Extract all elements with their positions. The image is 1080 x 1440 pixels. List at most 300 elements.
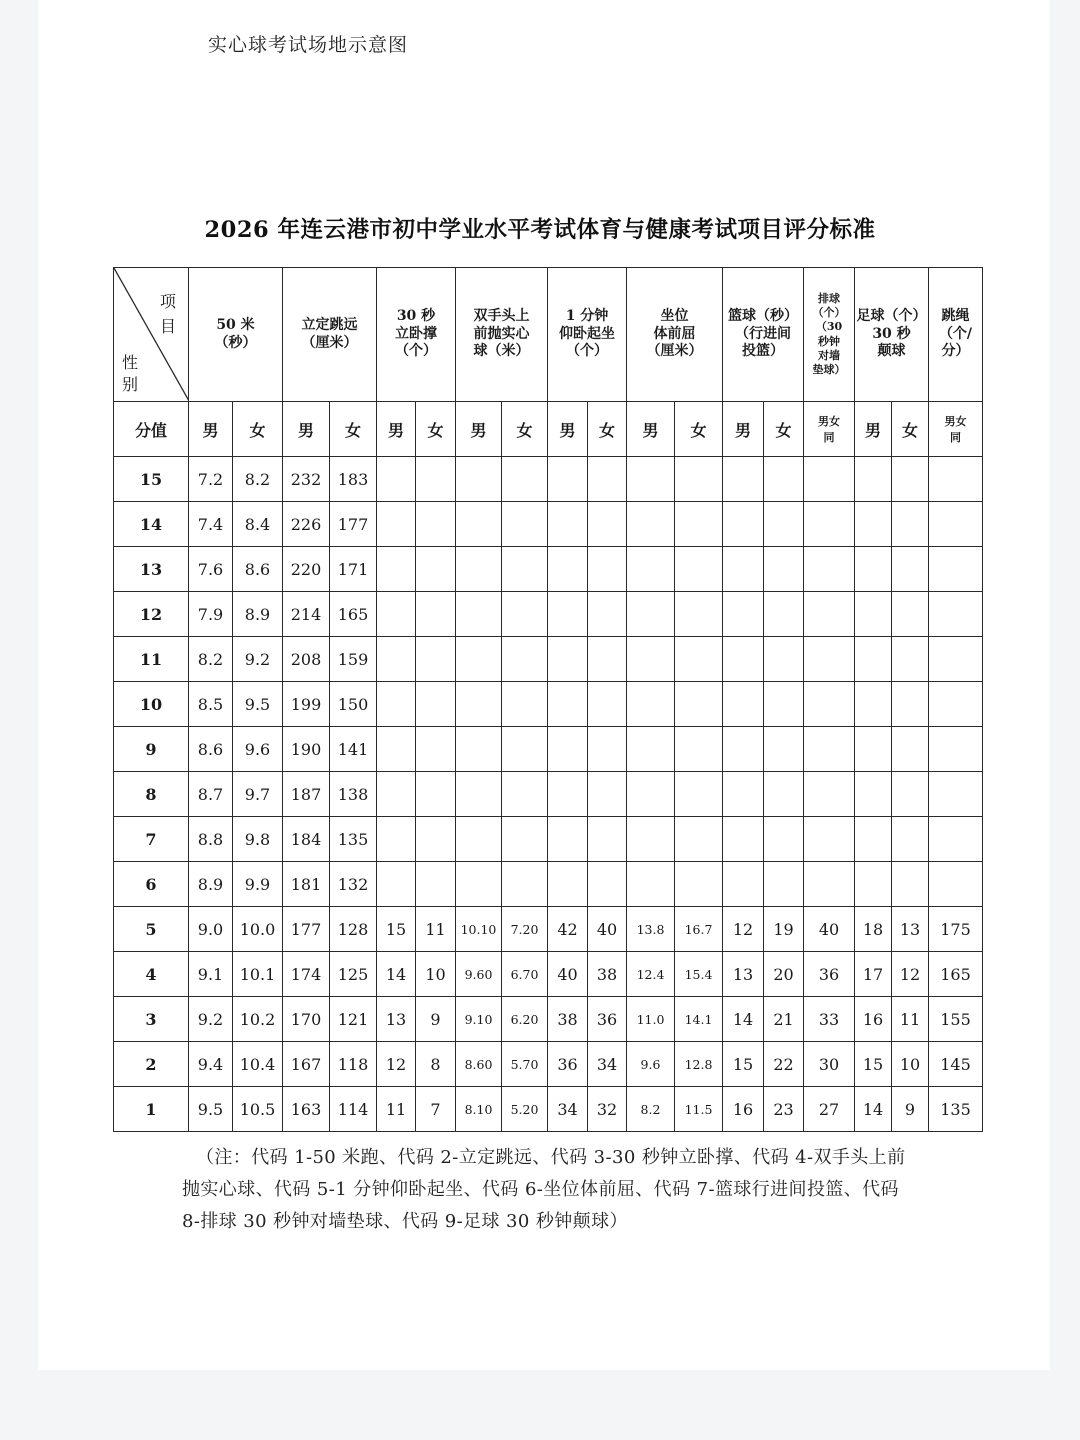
- table-cell: 9.2: [189, 997, 233, 1042]
- table-cell: [627, 637, 675, 682]
- table-cell: 18: [855, 907, 892, 952]
- table-cell: 208: [283, 637, 330, 682]
- table-cell: 9.5: [233, 682, 283, 727]
- table-cell: [377, 637, 416, 682]
- item-label: 项 目: [160, 292, 177, 336]
- female-header: 女: [330, 402, 377, 457]
- table-cell: 10.1: [233, 952, 283, 997]
- male-header: 男: [456, 402, 502, 457]
- table-cell: [892, 727, 929, 772]
- table-cell: 114: [330, 1087, 377, 1132]
- table-cell: [723, 457, 764, 502]
- table-cell: [723, 547, 764, 592]
- table-cell: 42: [548, 907, 588, 952]
- table-cell: [502, 637, 548, 682]
- subheader-row: [114, 402, 983, 457]
- table-cell: [416, 592, 456, 637]
- table-row: [114, 502, 983, 547]
- table-row: [114, 952, 983, 997]
- female-header: 女: [502, 402, 548, 457]
- table-row: [114, 1042, 983, 1087]
- table-cell: 141: [330, 727, 377, 772]
- table-row: [114, 727, 983, 772]
- score-cell: 13: [114, 547, 189, 592]
- table-cell: 226: [283, 502, 330, 547]
- table-cell: [855, 457, 892, 502]
- table-cell: 8.7: [189, 772, 233, 817]
- table-cell: [675, 862, 723, 907]
- table-cell: [675, 682, 723, 727]
- table-cell: [892, 502, 929, 547]
- table-row: [114, 997, 983, 1042]
- table-cell: [804, 502, 855, 547]
- table-cell: 7.2: [189, 457, 233, 502]
- diagonal-header-cell: [114, 268, 189, 402]
- table-cell: 15: [377, 907, 416, 952]
- table-cell: 155: [929, 997, 983, 1042]
- table-cell: 14: [377, 952, 416, 997]
- table-cell: [804, 457, 855, 502]
- table-cell: [723, 727, 764, 772]
- table-cell: 135: [929, 1087, 983, 1132]
- table-cell: 9.7: [233, 772, 283, 817]
- table-cell: [377, 457, 416, 502]
- table-row: [114, 682, 983, 727]
- table-cell: [416, 817, 456, 862]
- table-cell: [627, 772, 675, 817]
- table-cell: [627, 817, 675, 862]
- table-cell: [764, 817, 804, 862]
- table-cell: 165: [330, 592, 377, 637]
- table-cell: 8.5: [189, 682, 233, 727]
- table-cell: 8.2: [233, 457, 283, 502]
- score-cell: 5: [114, 907, 189, 952]
- table-cell: [892, 592, 929, 637]
- table-cell: [804, 682, 855, 727]
- table-row: [114, 862, 983, 907]
- table-cell: [723, 772, 764, 817]
- table-cell: 13: [723, 952, 764, 997]
- table-cell: 9.5: [189, 1087, 233, 1132]
- table-cell: [804, 547, 855, 592]
- table-cell: 199: [283, 682, 330, 727]
- table-cell: [764, 637, 804, 682]
- table-cell: [627, 502, 675, 547]
- table-cell: 159: [330, 637, 377, 682]
- table-cell: [855, 727, 892, 772]
- table-cell: 8.2: [627, 1087, 675, 1132]
- table-cell: [548, 727, 588, 772]
- table-cell: [627, 727, 675, 772]
- table-cell: [929, 682, 983, 727]
- table-cell: 15.4: [675, 952, 723, 997]
- table-cell: [675, 502, 723, 547]
- table-cell: 232: [283, 457, 330, 502]
- item-header: 50 米 （秒）: [189, 268, 283, 402]
- male-header: 男: [548, 402, 588, 457]
- table-cell: 135: [330, 817, 377, 862]
- table-cell: 32: [588, 1087, 627, 1132]
- item-header: 跳绳 （个/ 分）: [929, 268, 983, 402]
- table-cell: 8: [416, 1042, 456, 1087]
- table-cell: [416, 502, 456, 547]
- male-header: 男: [189, 402, 233, 457]
- table-cell: 14: [723, 997, 764, 1042]
- score-cell: 12: [114, 592, 189, 637]
- item-header: 1 分钟 仰卧起坐 （个）: [548, 268, 627, 402]
- table-cell: [675, 727, 723, 772]
- table-cell: [377, 502, 416, 547]
- table-cell: [456, 502, 502, 547]
- male-header: 男: [627, 402, 675, 457]
- female-header: 女: [764, 402, 804, 457]
- table-cell: 6.20: [502, 997, 548, 1042]
- table-cell: 10.0: [233, 907, 283, 952]
- table-row: [114, 772, 983, 817]
- table-cell: 36: [804, 952, 855, 997]
- table-cell: 16: [855, 997, 892, 1042]
- table-cell: [627, 682, 675, 727]
- table-cell: 145: [929, 1042, 983, 1087]
- top-caption: 实心球考试场地示意图: [208, 34, 409, 56]
- table-cell: 5.20: [502, 1087, 548, 1132]
- table-cell: 167: [283, 1042, 330, 1087]
- table-row: [114, 457, 983, 502]
- table-cell: 9.60: [456, 952, 502, 997]
- table-cell: [929, 817, 983, 862]
- table-cell: 15: [855, 1042, 892, 1087]
- table-cell: 40: [588, 907, 627, 952]
- table-row: [114, 637, 983, 682]
- both-gender-header: 男女 同: [929, 402, 983, 457]
- table-cell: [723, 862, 764, 907]
- table-row: [114, 1087, 983, 1132]
- table-cell: [502, 547, 548, 592]
- table-cell: [804, 727, 855, 772]
- table-cell: [855, 502, 892, 547]
- table-cell: [675, 637, 723, 682]
- table-cell: [416, 727, 456, 772]
- score-cell: 4: [114, 952, 189, 997]
- table-cell: 11.5: [675, 1087, 723, 1132]
- table-cell: 121: [330, 997, 377, 1042]
- table-cell: [548, 457, 588, 502]
- table-cell: [764, 772, 804, 817]
- table-cell: 132: [330, 862, 377, 907]
- table-cell: 8.6: [233, 547, 283, 592]
- table-cell: [416, 682, 456, 727]
- table-cell: [855, 772, 892, 817]
- table-cell: 7.20: [502, 907, 548, 952]
- table-cell: 9.10: [456, 997, 502, 1042]
- table-cell: [456, 457, 502, 502]
- table-cell: [929, 502, 983, 547]
- table-cell: [855, 547, 892, 592]
- table-cell: [723, 817, 764, 862]
- table-cell: [804, 637, 855, 682]
- table-cell: [456, 682, 502, 727]
- score-cell: 6: [114, 862, 189, 907]
- table-cell: [855, 592, 892, 637]
- table-cell: [377, 547, 416, 592]
- table-cell: 12: [723, 907, 764, 952]
- table-cell: [764, 727, 804, 772]
- table-cell: [548, 502, 588, 547]
- score-cell: 8: [114, 772, 189, 817]
- table-cell: [627, 457, 675, 502]
- table-cell: [548, 682, 588, 727]
- table-cell: [377, 592, 416, 637]
- table-cell: [892, 682, 929, 727]
- table-cell: 10.4: [233, 1042, 283, 1087]
- table-cell: 9.4: [189, 1042, 233, 1087]
- table-cell: 19: [764, 907, 804, 952]
- score-cell: 15: [114, 457, 189, 502]
- table-cell: 10.10: [456, 907, 502, 952]
- table-cell: 21: [764, 997, 804, 1042]
- table-cell: 8.8: [189, 817, 233, 862]
- table-cell: 8.60: [456, 1042, 502, 1087]
- table-cell: [456, 862, 502, 907]
- table-cell: 8.9: [233, 592, 283, 637]
- table-cell: 8.2: [189, 637, 233, 682]
- score-cell: 1: [114, 1087, 189, 1132]
- table-cell: [588, 592, 627, 637]
- table-cell: [456, 817, 502, 862]
- table-cell: 150: [330, 682, 377, 727]
- item-header: 坐位 体前屈 （厘米）: [627, 268, 723, 402]
- table-cell: [929, 457, 983, 502]
- table-cell: [764, 682, 804, 727]
- table-cell: 12.4: [627, 952, 675, 997]
- table-cell: [627, 862, 675, 907]
- table-cell: 165: [929, 952, 983, 997]
- table-cell: 14.1: [675, 997, 723, 1042]
- table-cell: 170: [283, 997, 330, 1042]
- table-cell: 34: [548, 1087, 588, 1132]
- table-cell: 17: [855, 952, 892, 997]
- item-header: 排球 （个） （30 秒钟 对墙 垫球）: [804, 268, 855, 402]
- female-header: 女: [892, 402, 929, 457]
- table-cell: [855, 682, 892, 727]
- table-cell: [675, 547, 723, 592]
- table-cell: 9: [892, 1087, 929, 1132]
- table-cell: [502, 592, 548, 637]
- table-cell: [588, 547, 627, 592]
- table-cell: [855, 817, 892, 862]
- table-cell: [675, 772, 723, 817]
- table-cell: [502, 727, 548, 772]
- table-cell: 6.70: [502, 952, 548, 997]
- table-cell: [548, 547, 588, 592]
- table-cell: [723, 592, 764, 637]
- table-cell: 125: [330, 952, 377, 997]
- table-cell: [588, 457, 627, 502]
- table-cell: 20: [764, 952, 804, 997]
- table-cell: [588, 862, 627, 907]
- table-cell: [764, 862, 804, 907]
- table-cell: 30: [804, 1042, 855, 1087]
- table-cell: [804, 592, 855, 637]
- table-cell: 7.9: [189, 592, 233, 637]
- table-cell: [764, 547, 804, 592]
- score-cell: 14: [114, 502, 189, 547]
- table-cell: [456, 772, 502, 817]
- table-cell: 10: [416, 952, 456, 997]
- table-cell: 15: [723, 1042, 764, 1087]
- table-cell: 5.70: [502, 1042, 548, 1087]
- item-header: 篮球（秒） （行进间 投篮）: [723, 268, 804, 402]
- table-row: [114, 547, 983, 592]
- table-cell: [804, 772, 855, 817]
- table-cell: [502, 862, 548, 907]
- table-row: [114, 592, 983, 637]
- table-cell: [855, 862, 892, 907]
- footnote: （注：代码 1-50 米跑、代码 2-立定跳远、代码 3-30 秒钟立卧撑、代码 4-双手头上前抛实心球、代码 5-1 分钟仰卧起坐、代码 6-坐位体前屈、代码 7-篮球行进间投篮、代码 8-排球 30 秒钟对墙垫球、代码 9-足球 30 秒钟颠球）: [182, 1147, 906, 1232]
- female-header: 女: [588, 402, 627, 457]
- table-cell: [675, 817, 723, 862]
- table-cell: [723, 682, 764, 727]
- table-row: [114, 817, 983, 862]
- table-cell: [548, 817, 588, 862]
- table-cell: 8.10: [456, 1087, 502, 1132]
- table-cell: 171: [330, 547, 377, 592]
- table-cell: [929, 727, 983, 772]
- table-cell: 16.7: [675, 907, 723, 952]
- table-cell: [892, 637, 929, 682]
- table-cell: 138: [330, 772, 377, 817]
- score-cell: 10: [114, 682, 189, 727]
- score-header: 分值: [114, 402, 189, 457]
- table-cell: [548, 637, 588, 682]
- score-cell: 11: [114, 637, 189, 682]
- score-rows: [114, 457, 983, 1132]
- table-cell: [377, 772, 416, 817]
- table-cell: [588, 772, 627, 817]
- table-cell: 175: [929, 907, 983, 952]
- male-header: 男: [855, 402, 892, 457]
- header-row: [114, 268, 983, 402]
- table-cell: [456, 637, 502, 682]
- table-cell: 38: [588, 952, 627, 997]
- male-header: 男: [283, 402, 330, 457]
- table-cell: [456, 592, 502, 637]
- table-cell: 8.6: [189, 727, 233, 772]
- item-header: 双手头上 前抛实心 球（米）: [456, 268, 548, 402]
- male-header: 男: [723, 402, 764, 457]
- table-cell: 13: [377, 997, 416, 1042]
- table-cell: [588, 682, 627, 727]
- table-cell: [764, 457, 804, 502]
- female-header: 女: [416, 402, 456, 457]
- table-row: [114, 907, 983, 952]
- table-cell: [588, 502, 627, 547]
- table-cell: [416, 457, 456, 502]
- table-cell: [377, 817, 416, 862]
- table-cell: 34: [588, 1042, 627, 1087]
- table-cell: [548, 862, 588, 907]
- score-cell: 2: [114, 1042, 189, 1087]
- both-gender-header: 男女 同: [804, 402, 855, 457]
- table-cell: 9.0: [189, 907, 233, 952]
- table-cell: 13: [892, 907, 929, 952]
- table-cell: [548, 592, 588, 637]
- table-cell: [723, 502, 764, 547]
- table-cell: 9.1: [189, 952, 233, 997]
- table-cell: 36: [588, 997, 627, 1042]
- table-cell: [588, 817, 627, 862]
- table-cell: 9: [416, 997, 456, 1042]
- table-cell: 40: [804, 907, 855, 952]
- table-cell: [502, 502, 548, 547]
- table-cell: [675, 592, 723, 637]
- table-cell: 38: [548, 997, 588, 1042]
- table-cell: 22: [764, 1042, 804, 1087]
- table-cell: [627, 547, 675, 592]
- table-cell: 9.9: [233, 862, 283, 907]
- table-cell: 8.9: [189, 862, 233, 907]
- table-cell: 128: [330, 907, 377, 952]
- female-header: 女: [675, 402, 723, 457]
- table-cell: 11: [416, 907, 456, 952]
- table-cell: [377, 862, 416, 907]
- score-cell: 7: [114, 817, 189, 862]
- table-cell: 11: [892, 997, 929, 1042]
- table-cell: [929, 862, 983, 907]
- table-cell: [675, 457, 723, 502]
- table-cell: [416, 862, 456, 907]
- table-cell: 7.6: [189, 547, 233, 592]
- table-cell: [929, 772, 983, 817]
- table-cell: 10: [892, 1042, 929, 1087]
- table-cell: 9.2: [233, 637, 283, 682]
- table-cell: [548, 772, 588, 817]
- table-cell: 174: [283, 952, 330, 997]
- table-cell: 220: [283, 547, 330, 592]
- table-cell: 7: [416, 1087, 456, 1132]
- table-cell: [804, 862, 855, 907]
- male-header: 男: [377, 402, 416, 457]
- score-cell: 3: [114, 997, 189, 1042]
- table-cell: 12.8: [675, 1042, 723, 1087]
- table-cell: 163: [283, 1087, 330, 1132]
- table-cell: 12: [892, 952, 929, 997]
- table-cell: [502, 817, 548, 862]
- table-cell: 27: [804, 1087, 855, 1132]
- table-cell: 40: [548, 952, 588, 997]
- table-cell: 11.0: [627, 997, 675, 1042]
- table-cell: 177: [283, 907, 330, 952]
- table-cell: [627, 592, 675, 637]
- table-cell: [416, 772, 456, 817]
- table-cell: 11: [377, 1087, 416, 1132]
- table-cell: 12: [377, 1042, 416, 1087]
- table-cell: [416, 547, 456, 592]
- item-header: 立定跳远 （厘米）: [283, 268, 377, 402]
- table-cell: [892, 862, 929, 907]
- table-cell: [377, 682, 416, 727]
- table-cell: 36: [548, 1042, 588, 1087]
- table-cell: [764, 502, 804, 547]
- table-cell: [892, 772, 929, 817]
- table-cell: 33: [804, 997, 855, 1042]
- document-title: 2026 年连云港市初中学业水平考试体育与健康考试项目评分标准: [204, 217, 876, 243]
- table-cell: 10.5: [233, 1087, 283, 1132]
- score-table: [113, 267, 983, 1132]
- table-cell: [929, 547, 983, 592]
- table-cell: [804, 817, 855, 862]
- score-cell: 9: [114, 727, 189, 772]
